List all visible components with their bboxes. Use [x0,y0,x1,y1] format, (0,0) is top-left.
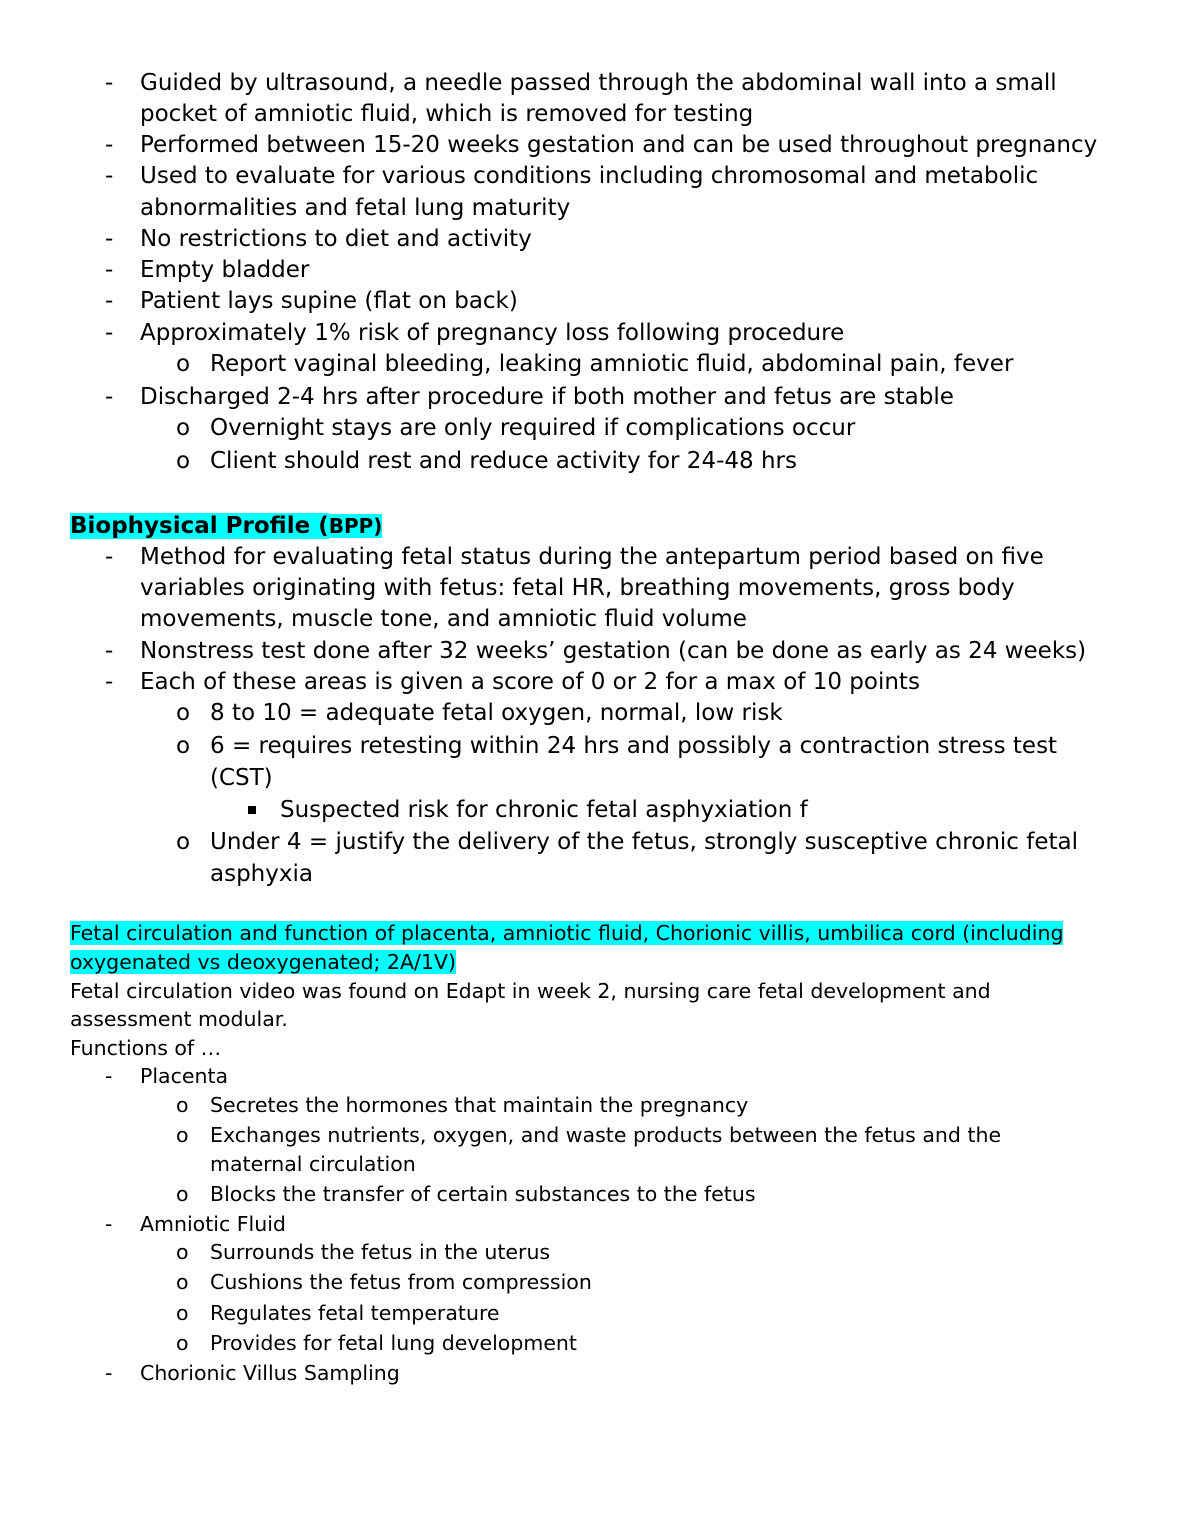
bullet-circle: o [176,448,191,474]
list-item-continuation: pocket of amniotic fluid, which is removed for testing [140,101,754,127]
list-item: Chorionic Villus Sampling [140,1361,400,1385]
list-item: Performed between 15-20 weeks gestation and can be used throughout pregnancy [140,132,1098,158]
sub-list-item: Blocks the transfer of certain substances to the fetus [210,1182,756,1206]
list-item: Each of these areas is given a score of 0 or 2 for a max of 10 points [140,669,920,695]
sub-list-item: 6 = requires retesting within 24 hrs and possibly a contraction stress test [210,733,1058,759]
sub-list-item: Under 4 = justify the delivery of the fetus, strongly susceptive chronic fetal [210,829,1078,855]
list-item-continuation: abnormalities and fetal lung maturity [140,195,571,221]
bullet-dash: - [105,1361,113,1385]
section-heading-bpp [70,511,382,541]
sub-list-item: Client should rest and reduce activity for 24-48 hrs [210,448,797,474]
functions-label: Functions of … [70,1036,222,1060]
list-item: Approximately 1% risk of pregnancy loss following procedure [140,320,845,346]
heading-line: Fetal circulation and function of placenta, amniotic fluid, Chorionic villis, umbilica cord (including [70,921,1064,945]
section-heading-circulation-cont [70,948,456,977]
list-item: Placenta [140,1064,229,1088]
heading-line: oxygenated vs deoxygenated; 2A/1V) [70,950,456,974]
bullet-circle: o [176,1093,189,1117]
sub-list-item: 8 to 10 = adequate fetal oxygen, normal, low risk [210,700,783,726]
sub-list-item-continuation: asphyxia [210,861,313,887]
bullet-circle: o [176,415,191,441]
bullet-circle: o [176,351,191,377]
bullet-dash: - [105,1212,113,1236]
heading-abbr: BPP) [328,514,383,538]
sub-list-item: Surrounds the fetus in the uterus [210,1240,551,1264]
sub-list-item: Cushions the fetus from compression [210,1270,592,1294]
bullet-circle: o [176,1270,189,1294]
list-item: Guided by ultrasound, a needle passed through the abdominal wall into a small [140,70,1057,96]
bullet-dash: - [105,320,114,346]
list-item: Used to evaluate for various conditions including chromosomal and metabolic [140,163,1039,189]
sub-list-item: Overnight stays are only required if complications occur [210,415,856,441]
bullet-circle: o [176,1123,189,1147]
square-bullet-icon [248,806,256,814]
bullet-circle: o [176,1182,189,1206]
bullet-circle: o [176,1240,189,1264]
sub-list-item-continuation: maternal circulation [210,1152,416,1176]
sub-list-item: Exchanges nutrients, oxygen, and waste products between the fetus and the [210,1123,1002,1147]
list-item: Patient lays supine (flat on back) [140,288,518,314]
sub-list-item: Regulates fetal temperature [210,1301,500,1325]
bullet-dash: - [105,544,114,570]
sub-list-item: Provides for fetal lung development [210,1331,577,1355]
bullet-circle: o [176,1301,189,1325]
sub-list-item: Report vaginal bleeding, leaking amniotic fluid, abdominal pain, fever [210,351,1014,377]
note-text-continuation: assessment modular. [70,1007,288,1031]
bullet-dash: - [105,226,114,252]
list-item: Nonstress test done after 32 weeks’ gestation (can be done as early as 24 weeks) [140,638,1087,664]
sub-list-item: Secretes the hormones that maintain the pregnancy [210,1093,749,1117]
bullet-circle: o [176,1331,189,1355]
bullet-dash: - [105,288,114,314]
note-text: Fetal circulation video was found on Edapt in week 2, nursing care fetal development and [70,979,991,1003]
sub-sub-list-item: Suspected risk for chronic fetal asphyxiation f [280,797,808,823]
bullet-dash: - [105,669,114,695]
bullet-dash: - [105,1064,113,1088]
bullet-dash: - [105,257,114,283]
bullet-dash: - [105,70,114,96]
list-item: Discharged 2-4 hrs after procedure if both mother and fetus are stable [140,384,954,410]
heading-text: Biophysical Profile ( [70,513,329,539]
list-item-continuation: movements, muscle tone, and amniotic fluid volume [140,606,747,632]
bullet-dash: - [105,163,114,189]
bullet-dash: - [105,638,114,664]
sub-list-item-continuation: (CST) [210,765,273,791]
bullet-circle: o [176,733,191,759]
list-item: Amniotic Fluid [140,1212,286,1236]
list-item: Empty bladder [140,257,310,283]
bullet-dash: - [105,132,114,158]
bullet-circle: o [176,700,191,726]
list-item: No restrictions to diet and activity [140,226,532,252]
list-item-continuation: variables originating with fetus: fetal HR, breathing movements, gross body [140,575,1015,601]
list-item: Method for evaluating fetal status during the antepartum period based on five [140,544,1044,570]
section-heading-circulation [70,919,1063,948]
bullet-dash: - [105,384,114,410]
bullet-circle: o [176,829,191,855]
